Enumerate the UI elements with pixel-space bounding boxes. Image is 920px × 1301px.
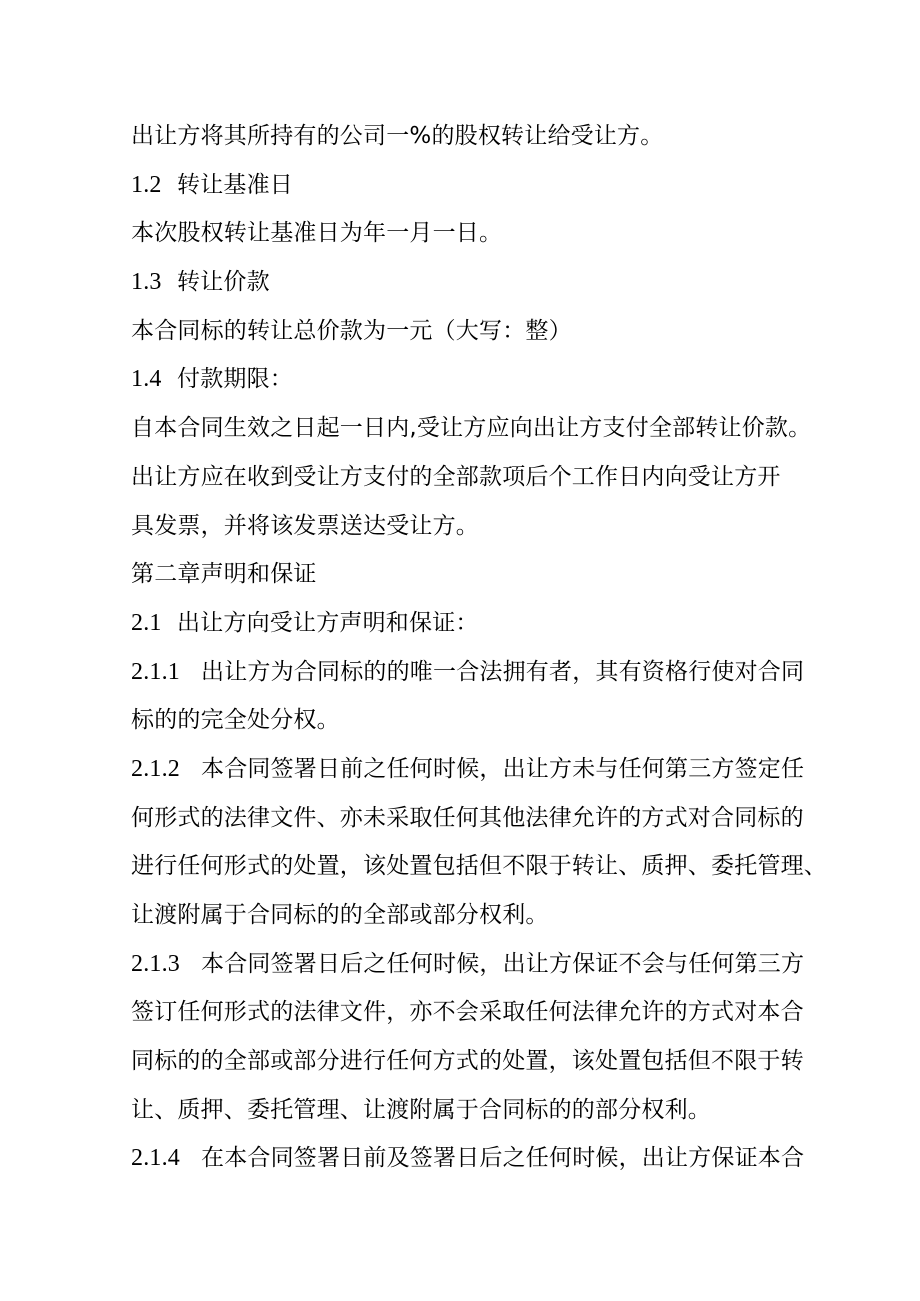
line-text: 自本合同生效之日起一日内,受让方应向出让方支付全部转让价款。 [131,415,812,442]
section-number: 2.1.1 [131,658,180,685]
text-line [131,112,811,161]
section-line [131,258,811,307]
line-text: 让渡附属于合同标的的全部或部分权利。 [131,902,549,928]
section-number: 2.1.3 [131,950,180,977]
line-text: 让、质押、委托管理、让渡附属于合同标的的部分权利。 [131,1096,711,1123]
section-number: 1.3 [131,269,162,296]
section-line [131,648,811,697]
line-text: 同标的的全部或部分进行任何方式的处置，该处置包括但不限于转 [131,1048,804,1075]
line-text: 进行任何形式的处置，该处置包括但不限于转让、质押、委托管理、 [131,853,827,880]
section-number: 2.1.2 [131,755,180,782]
text-line [131,842,827,891]
line-text: 出让方向受让方声明和保证： [177,609,479,636]
section-number: 2.1.4 [131,1145,180,1172]
section-line [131,940,811,989]
line-text: 本合同标的转让总价款为一元（大写：整） [131,317,572,344]
line-text: 出让方为合同标的的唯一合法拥有者，其有资格行使对合同 [201,658,805,685]
text-line [131,988,811,1037]
line-text: 付款期限： [177,366,293,393]
line-text: 本次股权转让基准日为年一月一日。 [131,220,503,247]
text-line [131,502,811,551]
section-line [131,599,811,648]
text-line [131,404,811,453]
section-line [131,1134,811,1183]
section-number: 1.4 [131,366,162,393]
line-text: 出让方应在收到受让方支付的全部款项后个工作日内向受让方开 [131,463,781,490]
line-text: 转让基准日 [177,171,293,198]
document-body [131,112,827,1183]
text-line [131,1086,811,1135]
text-line [131,1037,811,1086]
line-text: 具发票，并将该发票送达受让方。 [131,512,479,539]
line-text: 在本合同签署日前及签署日后之任何时候，出让方保证本合 [201,1145,805,1172]
text-line [131,453,811,502]
text-line [131,891,811,940]
text-line [131,307,811,356]
line-text: 本合同签署日前之任何时候，出让方未与任何第三方签定任 [201,755,805,782]
line-text: 出让方将其所持有的公司一%的股权转让给受让方。 [131,123,664,149]
section-line [131,161,811,210]
text-line [131,550,811,599]
line-text: 何形式的法律文件、亦未采取任何其他法律允许的方式对合同标的 [131,804,804,831]
text-line [131,696,811,745]
text-line [131,209,811,258]
line-text: 签订任何形式的法律文件，亦不会采取任何法律允许的方式对本合 [131,999,804,1026]
line-text: 本合同签署日后之任何时候，出让方保证不会与任何第三方 [201,950,805,977]
section-line [131,745,811,794]
section-number: 1.2 [131,171,162,198]
line-text: 转让价款 [177,269,270,296]
text-line [131,794,811,843]
line-text: 第二章声明和保证 [131,561,317,588]
section-line [131,355,811,404]
line-text: 标的的完全处分权。 [131,707,340,734]
section-number: 2.1 [131,609,162,636]
